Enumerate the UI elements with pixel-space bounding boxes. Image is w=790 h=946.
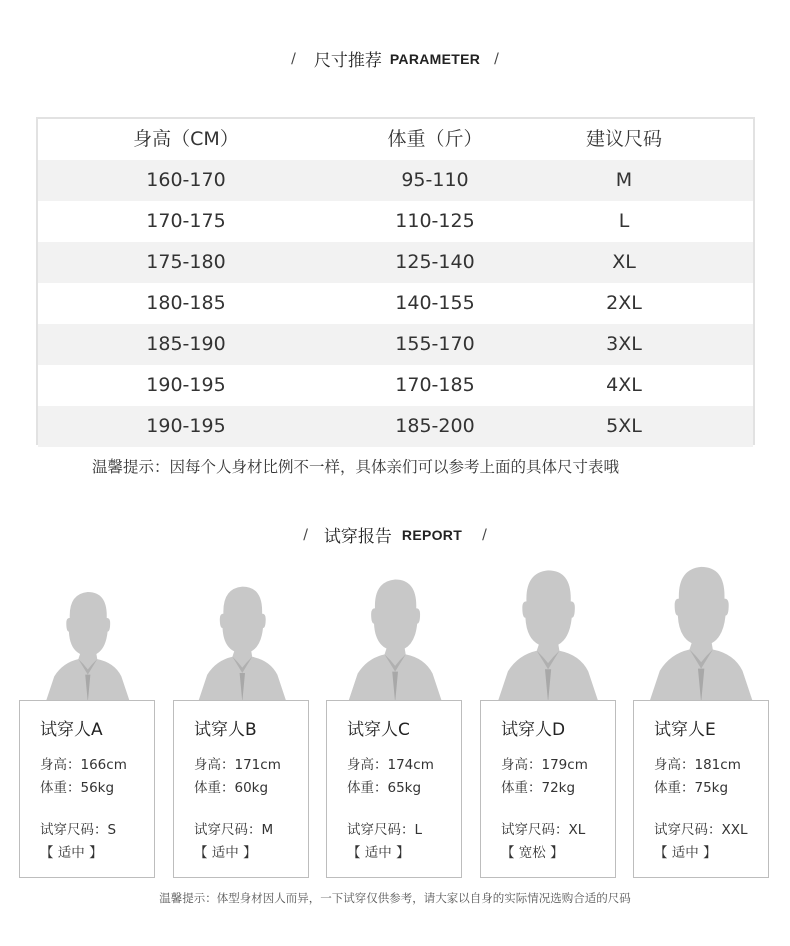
size-cell: 3XL [606,333,642,355]
height-cell: 190-195 [146,374,226,396]
tester-height: 身高：171cm [194,757,281,773]
weight-cell: 170-185 [395,374,475,396]
size-cell: 4XL [606,374,642,396]
parameter-title-en: PARAMETER [389,50,481,67]
height-cell: 190-195 [146,415,226,437]
tester-weight: 体重：72kg [501,780,576,796]
tester-b [173,560,311,880]
tester-weight: 体重：56kg [40,780,115,796]
tester-fit: 【 适中 】 [40,845,103,861]
person-silhouette-icon [326,560,464,702]
size-table [36,117,755,445]
tester-height: 身高：166cm [40,757,127,773]
height-cell: 185-190 [146,333,226,355]
title-slash-left: / [291,50,296,67]
weight-cell: 155-170 [395,333,475,355]
table-row [38,201,753,242]
tester-name: 试穿人E [654,720,716,740]
tester-e [633,560,771,880]
parameter-section-title [0,46,790,71]
size-cell: L [618,210,630,232]
report-title-en: REPORT [401,526,463,543]
tester-name: 试穿人C [347,720,410,740]
tester-weight: 体重：65kg [347,780,422,796]
tester-card [480,700,616,878]
size-table-tip: 温馨提示：因每个人身材比例不一样，具体亲们可以参考上面的具体尺寸表哦 [92,458,620,476]
size-cell: M [615,169,633,191]
weight-cell: 110-125 [395,210,475,232]
tester-card [19,700,155,878]
table-row [38,242,753,283]
title-slash-right: / [482,526,487,543]
header-height: 身高（CM） [133,128,239,150]
weight-cell: 185-200 [395,415,475,437]
person-silhouette-icon [633,560,771,702]
tester-fit: 【 宽松 】 [501,845,564,861]
tester-card [633,700,769,878]
tester-fit: 【 适中 】 [654,845,717,861]
tester-size: 试穿尺码：XL [501,822,586,838]
person-silhouette-icon [173,560,311,702]
header-size: 建议尺码 [585,128,662,150]
weight-cell: 140-155 [395,292,475,314]
size-cell: XL [612,251,636,273]
height-cell: 170-175 [146,210,226,232]
report-tip: 温馨提示：体型身材因人而异，一下试穿仅供参考，请大家以自身的实际情况选购合适的尺码 [159,891,631,905]
title-slash-left: / [303,526,308,543]
table-row [38,406,753,447]
tester-height: 身高：174cm [347,757,434,773]
size-cell: 2XL [606,292,642,314]
tester-d [480,560,618,880]
height-cell: 175-180 [146,251,226,273]
size-cell: 5XL [606,415,642,437]
tester-a [19,560,157,880]
tester-height: 身高：181cm [654,757,741,773]
tester-card [173,700,309,878]
header-weight: 体重（斤） [387,128,483,150]
weight-cell: 95-110 [401,169,469,191]
tester-size: 试穿尺码：M [194,822,274,838]
parameter-title-cn: 尺寸推荐 [313,51,382,71]
table-row [38,365,753,406]
table-row [38,324,753,365]
tester-card [326,700,462,878]
table-row [38,160,753,201]
tester-name: 试穿人B [194,720,257,740]
tester-size: 试穿尺码：L [347,822,423,838]
report-title-cn: 试穿报告 [323,527,392,547]
height-cell: 160-170 [146,169,226,191]
tester-size: 试穿尺码：XXL [654,822,748,838]
height-cell: 180-185 [146,292,226,314]
tester-c [326,560,464,880]
tester-name: 试穿人D [501,720,566,740]
tester-name: 试穿人A [40,720,103,740]
tester-weight: 体重：60kg [194,780,269,796]
table-header-row [38,119,753,160]
person-silhouette-icon [19,560,157,702]
tester-size: 试穿尺码：S [40,822,117,838]
table-row [38,283,753,324]
weight-cell: 125-140 [395,251,475,273]
tester-weight: 体重：75kg [654,780,729,796]
tester-height: 身高：179cm [501,757,588,773]
title-slash-right: / [494,50,499,67]
report-section-title [0,522,790,547]
tester-fit: 【 适中 】 [347,845,410,861]
person-silhouette-icon [480,560,618,702]
tester-fit: 【 适中 】 [194,845,257,861]
